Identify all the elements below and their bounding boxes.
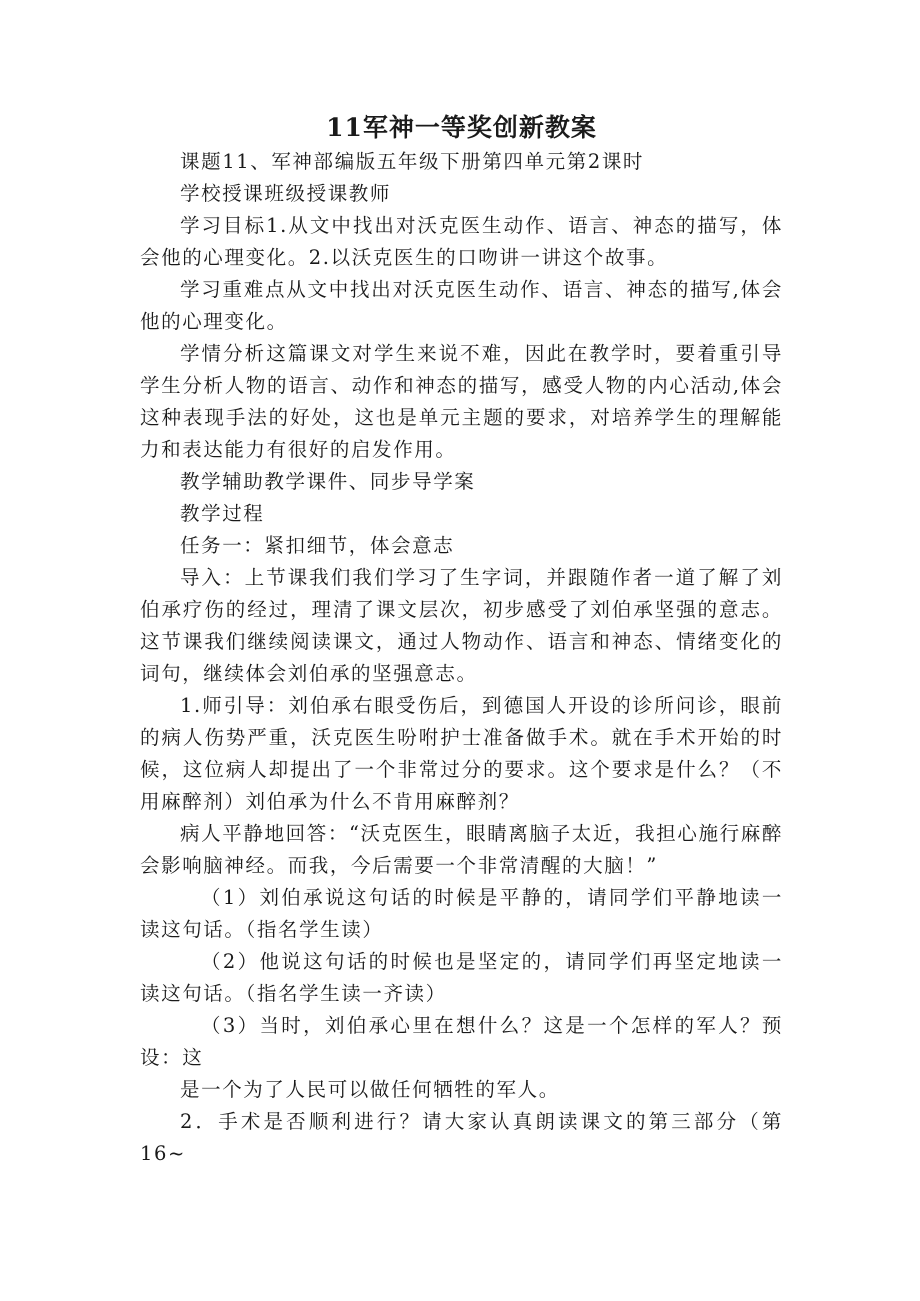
surgery-question-paragraph: 2．手术是否顺利进行？请大家认真朗读课文的第三部分（第16~ xyxy=(140,1110,783,1165)
reading-step-3-paragraph: （3）当时，刘伯承心里在想什么？这是一个怎样的军人？预设：这 xyxy=(140,1014,783,1069)
reading-step-3-continuation: 是一个为了人民可以做任何牺牲的军人。 xyxy=(180,1078,560,1101)
task-one-heading: 任务一：紧扣细节，体会意志 xyxy=(180,534,455,557)
document-title: 11军神一等奖创新教案 xyxy=(326,113,597,142)
reading-step-2-paragraph: （2）他说这句话的时候也是坚定的，请同学们再坚定地读一读这句话。（指名学生读一齐读） xyxy=(140,950,783,1005)
lesson-info-paragraph: 课题11、军神部编版五年级下册第四单元第2课时 xyxy=(180,150,645,173)
teacher-guidance-paragraph: 1.师引导：刘伯承右眼受伤后，到德国人开设的诊所问诊，眼前的病人伤势严重，沃克医生吩咐护士准备做手术。就在手术开始的时候，这位病人却提出了一个非常过分的要求。这个要求是什么？（不用麻醉剂）刘伯承为什么不肯用麻醉剂？ xyxy=(140,694,783,813)
student-analysis-paragraph: 学情分析这篇课文对学生来说不难，因此在教学时，要着重引导学生分析人物的语言、动作和神态的描写，感受人物的内心活动,体会这种表现手法的好处，这也是单元主题的要求，对培养学生的理解能力和表达能力有很好的启发作用。 xyxy=(140,342,783,461)
teaching-process-heading: 教学过程 xyxy=(180,502,265,525)
introduction-paragraph: 导入：上节课我们我们学习了生字词，并跟随作者一道了解了刘伯承疗伤的经过，理清了课文层次，初步感受了刘伯承坚强的意志。这节课我们继续阅读课文，通过人物动作、语言和神态、情绪变化的词句，继续体会刘伯承的坚强意志。 xyxy=(140,566,783,685)
school-class-teacher-paragraph: 学校授课班级授课教师 xyxy=(180,182,392,205)
document-body xyxy=(140,146,783,1170)
reading-step-1-paragraph: （1）刘伯承说这句话的时候是平静的，请同学们平静地读一读这句话。（指名学生读） xyxy=(140,886,783,941)
key-points-paragraph: 学习重难点从文中找出对沃克医生动作、语言、神态的描写,体会他的心理变化。 xyxy=(140,278,783,333)
teaching-aids-paragraph: 教学辅助教学课件、同步导学案 xyxy=(180,470,476,493)
learning-goals-paragraph: 学习目标1.从文中找出对沃克医生动作、语言、神态的描写，体会他的心理变化。2.以沃克医生的口吻讲一讲这个故事。 xyxy=(140,214,783,269)
patient-answer-paragraph: 病人平静地回答：“沃克医生，眼睛离脑子太近，我担心施行麻醉会影响脑神经。而我，今后需要一个非常清醒的大脑！” xyxy=(140,822,783,877)
